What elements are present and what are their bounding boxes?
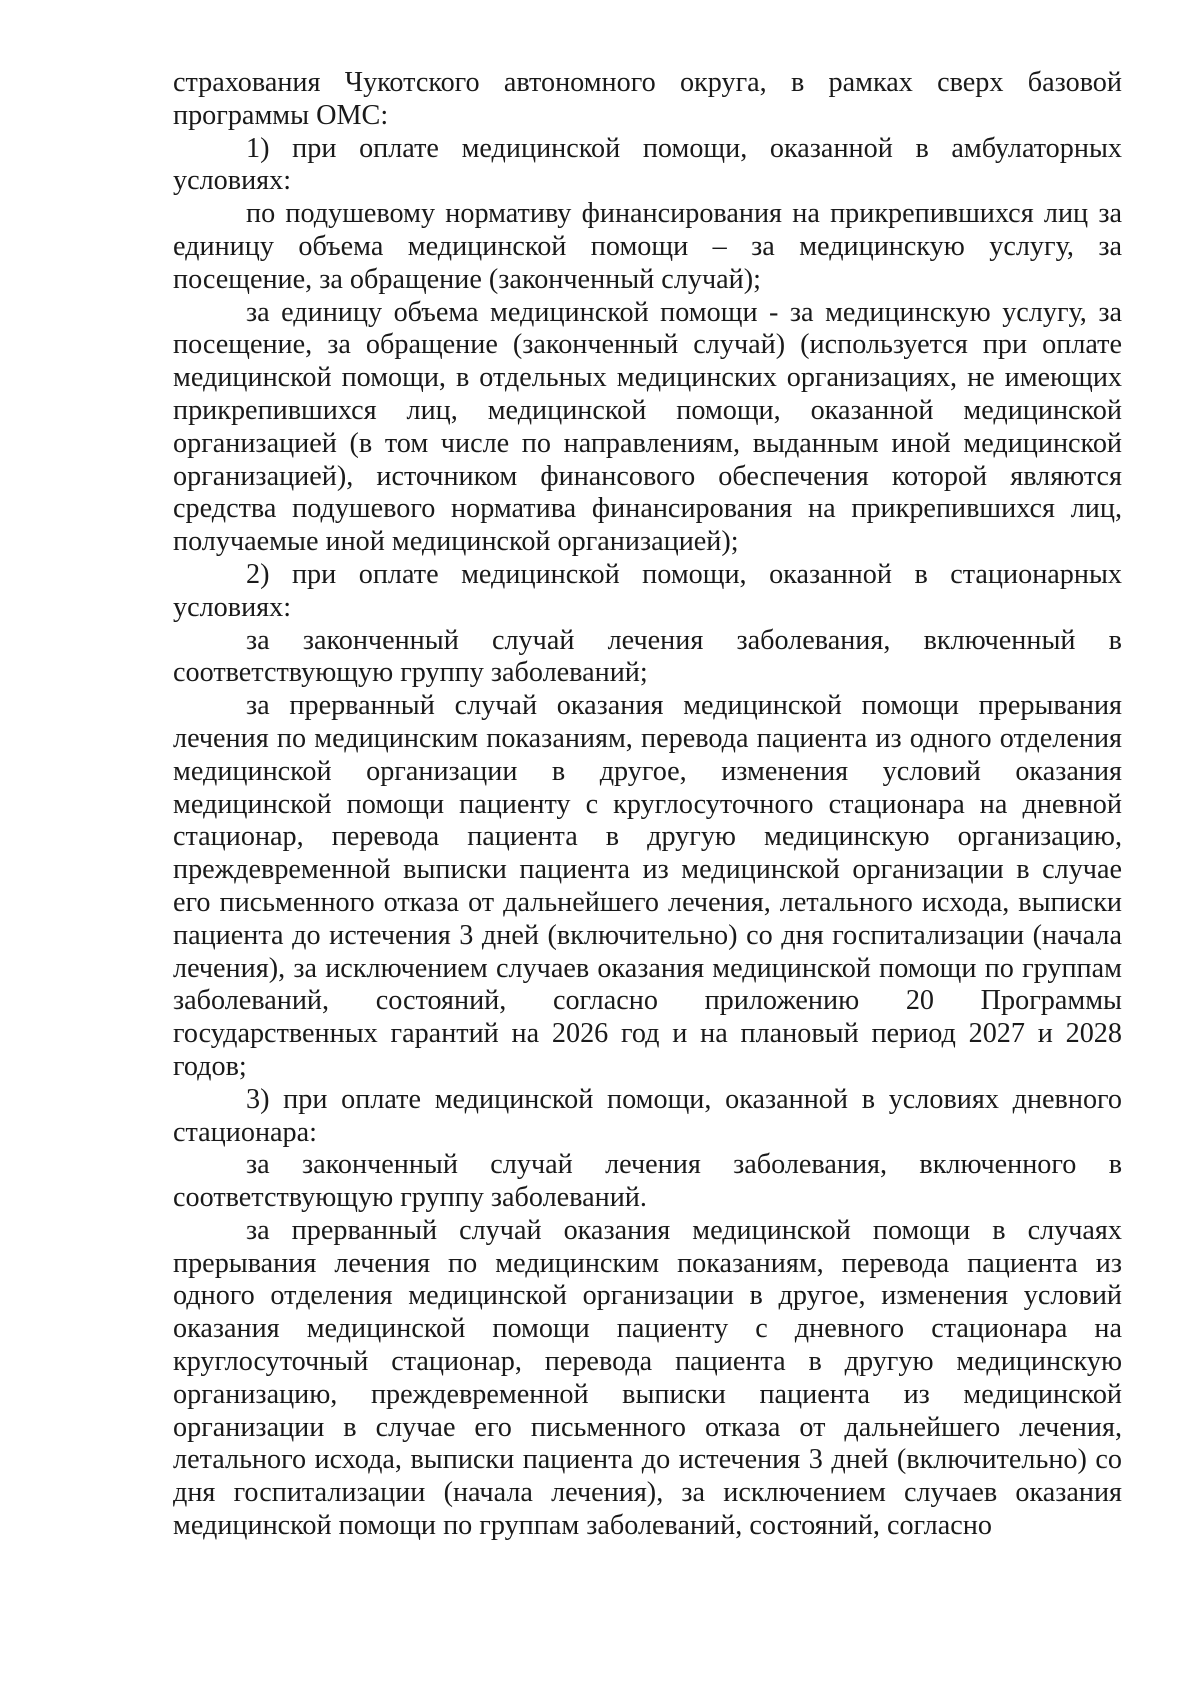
paragraph-interrupted-case-inpatient: за прерванный случай оказания медицинской помощи прерывания лечения по медицинским показаниям, перевода пациента из одного отделения медицинской организации в другое, изменения условий оказания медицинской помощи пациенту с круглосуточного стационара на дневной стационар, перевода пациента в другую медицинскую организацию, преждевременной выписки пациента из медицинской организации в случае его письменного отказа от дальнейшего лечения, летального исхода, выписки пациента до истечения 3 дней (включительно) со дня госпитализации (начала лечения), за исключением случаев оказания медицинской помощи по группам заболеваний, состояний, согласно приложению 20 Программы государственных гарантий на 2026 год и на плановый период 2027 и 2028 годов;: [173, 690, 1122, 1082]
paragraph-per-capita: по подушевому нормативу финансирования на прикрепившихся лиц за единицу объема медицинской помощи – за медицинскую услугу, за посещение, за обращение (законченный случай);: [173, 198, 1122, 295]
document-body: [173, 67, 1122, 1543]
paragraph-completed-case-inpatient: за законченный случай лечения заболевания, включенный в соответствующую группу заболеваний;: [173, 624, 1122, 689]
paragraph-item-3: 3) при оплате медицинской помощи, оказанной в условиях дневного стационара:: [173, 1083, 1122, 1148]
paragraph-completed-case-day: за законченный случай лечения заболевания, включенного в соответствующую группу заболеваний.: [173, 1149, 1122, 1214]
paragraph-interrupted-case-day: за прерванный случай оказания медицинской помощи в случаях прерывания лечения по медицинским показаниям, перевода пациента из одного отделения медицинской организации в другое, изменения условий оказания медицинской помощи пациенту с дневного стационара на круглосуточный стационар, перевода пациента в другую медицинскую организацию, преждевременной выписки пациента из медицинской организации в случае его письменного отказа от дальнейшего лечения, летального исхода, выписки пациента до истечения 3 дней (включительно) со дня госпитализации (начала лечения), за исключением случаев оказания медицинской помощи по группам заболеваний, состояний, согласно: [173, 1214, 1122, 1542]
paragraph-item-1: 1) при оплате медицинской помощи, оказанной в амбулаторных условиях:: [173, 132, 1122, 197]
paragraph-unit-volume: за единицу объема медицинской помощи - за медицинскую услугу, за посещение, за обращение (законченный случай) (используется при оплате медицинской помощи, в отдельных медицинских организациях, не имеющих прикрепившихся лиц, медицинской помощи, оказанной медицинской организацией (в том числе по направлениям, выданным иной медицинской организацией), источником финансового обеспечения которой являются средства подушевого норматива финансирования на прикрепившихся лиц, получаемые иной медицинской организацией);: [173, 296, 1122, 558]
paragraph-continuation: страхования Чукотского автономного округа, в рамках сверх базовой программы ОМС:: [173, 67, 1122, 131]
paragraph-item-2: 2) при оплате медицинской помощи, оказанной в стационарных условиях:: [173, 558, 1122, 623]
